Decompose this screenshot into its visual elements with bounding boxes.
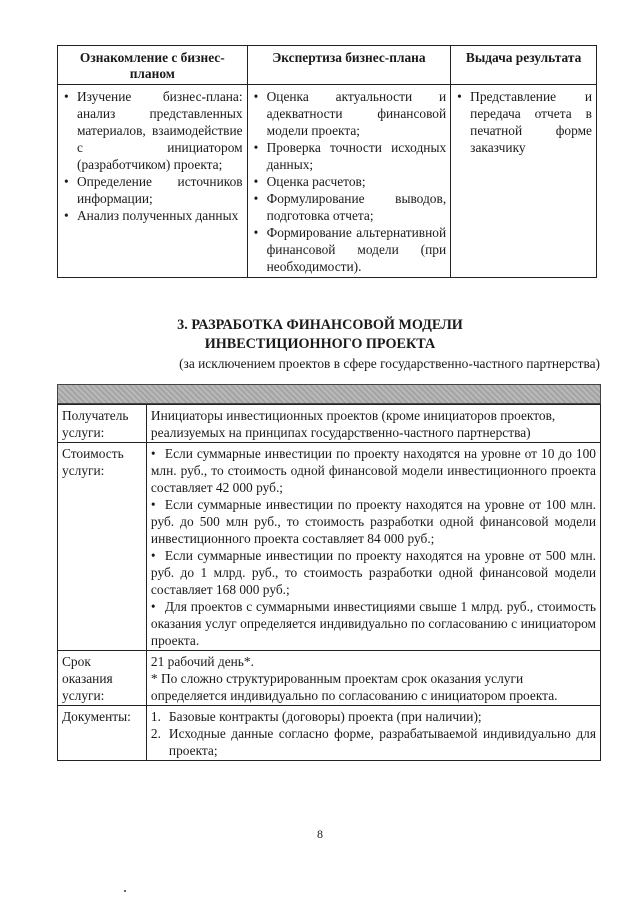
scan-artifact bbox=[124, 890, 126, 892]
table-row bbox=[58, 85, 597, 278]
section-subtitle: (за исключением проектов в сфере государственно-частного партнерства) bbox=[179, 356, 600, 371]
review-plan-cell bbox=[58, 85, 248, 278]
term-footnote: * По сложно структурированным проектам срок оказания услуги определяется индивидуально по согласованию с инициатором проекта. bbox=[150, 671, 558, 703]
header-plan-expertise: Экспертиза бизнес-плана bbox=[247, 46, 451, 85]
list-item: • Если суммарные инвестиции по проекту находятся на уровне от 500 млн. руб. до 1 млрд. руб., то стоимость разработки одной финансовой модели составляет 168 000 руб.; bbox=[150, 548, 596, 597]
bullet-marker: • bbox=[150, 548, 156, 563]
list-item: • Если суммарные инвестиции по проекту находятся на уровне от 100 млн. руб. до 500 млн руб., то стоимость разработки одной финансовой модели инвестиционного проекта составляет 84 000 руб.; bbox=[150, 497, 596, 546]
term-value bbox=[146, 651, 600, 706]
header-result-delivery: Выдача результата bbox=[451, 46, 597, 85]
service-stages-table bbox=[57, 45, 597, 278]
list-item: 2. Исходные данные согласно форме, разрабатываемой индивидуально для проекта; bbox=[150, 726, 596, 758]
plan-expertise-cell bbox=[247, 85, 451, 278]
table-row bbox=[58, 706, 601, 761]
bullet-marker: • bbox=[150, 446, 156, 461]
service-details-table bbox=[57, 404, 601, 761]
documents-label: Документы: bbox=[58, 706, 147, 761]
recipient-value: Инициаторы инвестиционных проектов (кроме инициаторов проектов, реализуемых на принципах государственно-частного партнерства) bbox=[146, 405, 600, 443]
result-delivery-cell bbox=[451, 85, 597, 278]
table-header-band bbox=[57, 384, 601, 404]
header-review-plan: Ознакомление с бизнес-планом bbox=[58, 46, 248, 85]
term-days: 21 рабочий день*. bbox=[150, 654, 254, 669]
documents-value bbox=[146, 706, 600, 761]
table-row bbox=[58, 405, 601, 443]
recipient-label: Получатель услуги: bbox=[58, 405, 147, 443]
list-item: • Определение источников информации; bbox=[62, 173, 243, 207]
term-label: Срок оказания услуги: bbox=[58, 651, 147, 706]
table-header-row bbox=[58, 46, 597, 85]
section-title-line-1: 3. РАЗРАБОТКА ФИНАНСОВОЙ МОДЕЛИ bbox=[177, 317, 463, 333]
list-item: • Анализ полученных данных bbox=[62, 207, 243, 224]
cost-label: Стоимость услуги: bbox=[58, 443, 147, 651]
list-item: • Формулирование выводов, подготовка отчета; bbox=[252, 190, 447, 224]
list-item: • Если суммарные инвестиции по проекту находятся на уровне от 10 до 100 млн. руб., то стоимость одной финансовой модели инвестиционного проекта составляет 42 000 руб.; bbox=[150, 446, 596, 495]
list-item: • Формирование альтернативной финансовой модели (при необходимости). bbox=[252, 224, 447, 275]
bullet-marker: • bbox=[150, 599, 156, 614]
list-item: • Проверка точности исходных данных; bbox=[252, 139, 447, 173]
page-number: 8 bbox=[317, 827, 323, 841]
list-item: 1. Базовые контракты (договоры) проекта (при наличии); bbox=[150, 709, 482, 724]
table-row bbox=[58, 651, 601, 706]
list-item: • Представление и передача отчета в печатной форме заказчику bbox=[455, 88, 592, 156]
list-item: • Для проектов с суммарными инвестициями свыше 1 млрд. руб., стоимость оказания услуг определяется индивидуально по согласованию с инициатором проекта. bbox=[150, 599, 596, 648]
cost-value bbox=[146, 443, 600, 651]
list-item: • Изучение бизнес-плана: анализ представленных материалов, взаимодействие с инициатором (разработчиком) проекта; bbox=[62, 88, 243, 173]
bullet-marker: • bbox=[150, 497, 156, 512]
section-title-line-2: ИНВЕСТИЦИОННОГО ПРОЕКТА bbox=[204, 336, 436, 352]
list-item: • Оценка актуальности и адекватности финансовой модели проекта; bbox=[252, 88, 447, 139]
list-item: • Оценка расчетов; bbox=[252, 173, 447, 190]
table-row bbox=[58, 443, 601, 651]
